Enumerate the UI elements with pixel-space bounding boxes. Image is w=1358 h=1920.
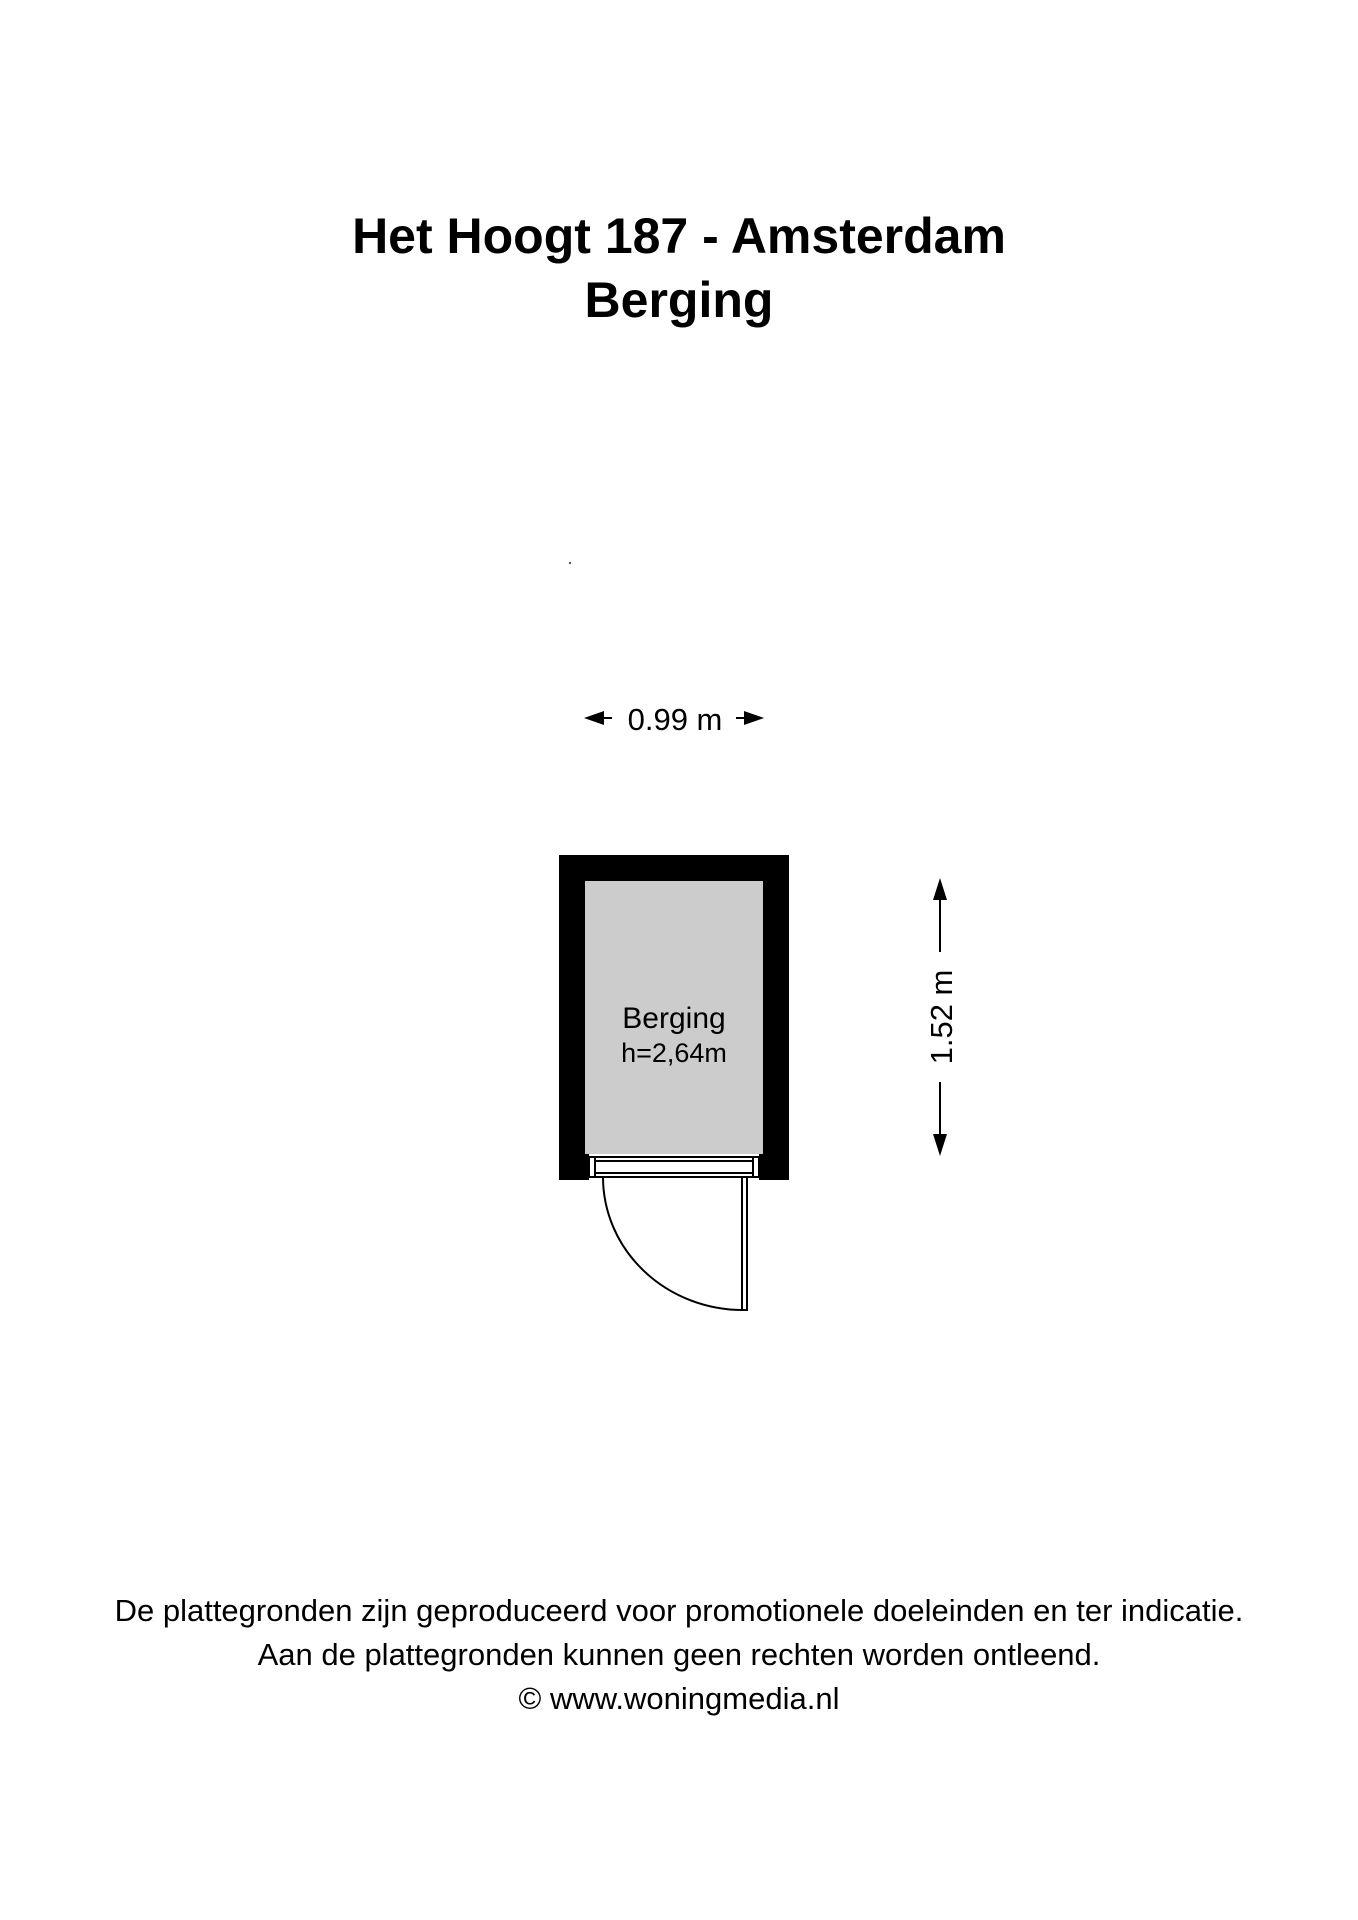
stray-dot <box>569 562 571 564</box>
copyright-line: © www.woningmedia.nl <box>518 1681 840 1716</box>
arrow-down-icon <box>933 1134 947 1156</box>
door-frame <box>589 1157 759 1177</box>
width-label: 0.99 m <box>627 702 723 737</box>
page-title: Het Hoogt 187 - Amsterdam <box>352 208 1006 264</box>
door-leaf <box>742 1177 747 1310</box>
arrow-right-icon <box>744 711 764 725</box>
room-name: Berging <box>622 1002 726 1035</box>
disclaimer-line-2: Aan de plattegronden kunnen geen rechten worden ontleend. <box>257 1637 1101 1672</box>
width-dimension <box>584 702 764 737</box>
room-height: h=2,64m <box>621 1038 727 1068</box>
height-label: 1.52 m <box>924 969 959 1065</box>
door <box>603 1177 747 1310</box>
height-dimension <box>924 878 959 1156</box>
door-swing-arc <box>603 1177 743 1310</box>
page-subtitle: Berging <box>584 272 774 328</box>
disclaimer-line-1: De plattegronden zijn geproduceerd voor promotionele doeleinden en ter indicatie. <box>114 1593 1244 1628</box>
